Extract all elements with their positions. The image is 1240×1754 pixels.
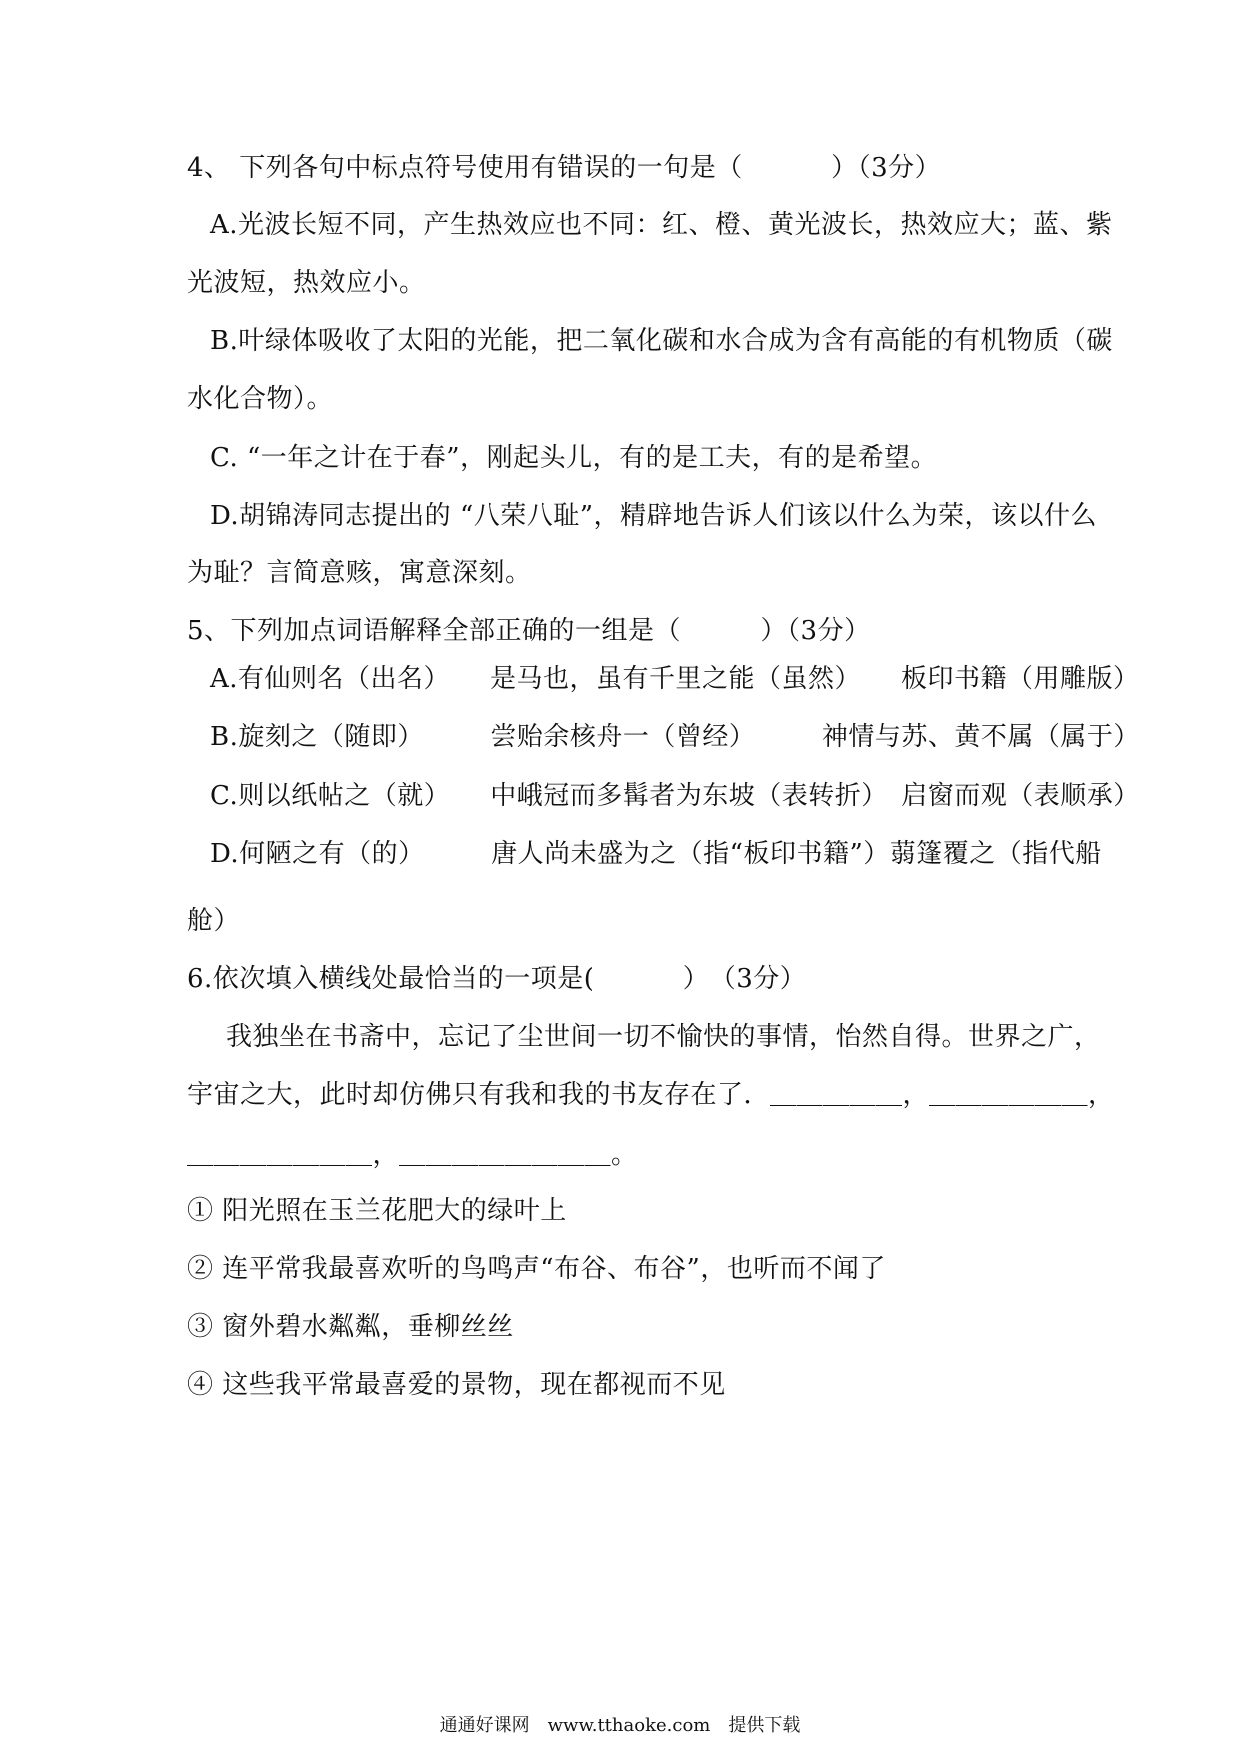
question-4-option-b-line2: 水化合物）。: [187, 384, 334, 414]
question-6-passage-line1: 我独坐在书斋中，忘记了尘世间一切不愉快的事情，怡然自得。世界之广，: [226, 1022, 1101, 1052]
question-6-passage-line3: ＿＿＿＿＿＿＿，＿＿＿＿＿＿＿＿。: [187, 1140, 638, 1170]
question-6-sentence-4: ④ 这些我平常最喜爱的景物，现在都视而不见: [187, 1370, 726, 1400]
question-4-option-d-line1: D.胡锦涛同志提出的 “八荣八耻”，精辟地告诉人们该以什么为荣，该以什么: [210, 501, 1098, 531]
question-5-option-d-line1: D.何陋之有（的） 唐人尚未盛为之（指“板印书籍”）蒻篷覆之（指代船: [210, 839, 1102, 869]
question-6-sentence-3: ③ 窗外碧水粼粼，垂柳丝丝: [187, 1312, 514, 1342]
question-5-option-b: B.旋刻之（随即） 尝贻余核舟一（曾经） 神情与苏、黄不属（属于）: [210, 722, 1140, 752]
page-footer-source: 通通好课网 www.tthaoke.com 提供下载: [439, 1715, 801, 1736]
question-4-option-b-line1: B.叶绿体吸收了太阳的光能，把二氧化碳和水合成为含有高能的有机物质（碳: [210, 326, 1113, 356]
question-6-sentence-2: ② 连平常我最喜欢听的鸟鸣声“布谷、布谷”，也听而不闻了: [187, 1254, 886, 1284]
question-6-stem: 6.依次填入横线处最恰当的一项是( ） （3分）: [187, 964, 807, 994]
question-4-option-a-line2: 光波短，热效应小。: [187, 268, 426, 298]
question-6-passage-line2: 宇宙之大，此时却仿佛只有我和我的书友存在了．＿＿＿＿＿，＿＿＿＿＿＿，: [187, 1080, 1115, 1110]
question-4-option-d-line2: 为耻？言简意赅，寓意深刻。: [187, 558, 532, 588]
question-6-sentence-1: ① 阳光照在玉兰花肥大的绿叶上: [187, 1196, 567, 1226]
question-5-option-c: C.则以纸帖之（就） 中峨冠而多髯者为东坡（表转折） 启窗而观（表顺承）: [210, 781, 1140, 811]
question-5-option-d-line2: 舱）: [187, 906, 241, 936]
question-4-option-a-line1: A.光波长短不同，产生热效应也不同：红、橙、黄光波长，热效应大；蓝、紫: [210, 210, 1113, 240]
question-5-stem: 5、下列加点词语解释全部正确的一组是（ ）（3分）: [187, 616, 871, 646]
question-4-option-c: C. “一年之计在于春”，刚起头儿，有的是工夫，有的是希望。: [210, 443, 938, 473]
question-4-stem: 4、 下列各句中标点符号使用有错误的一句是（ ）（3分）: [187, 153, 942, 183]
question-5-option-a: A.有仙则名（出名） 是马也，虽有千里之能（虽然） 板印书籍（用雕版）: [210, 664, 1140, 694]
